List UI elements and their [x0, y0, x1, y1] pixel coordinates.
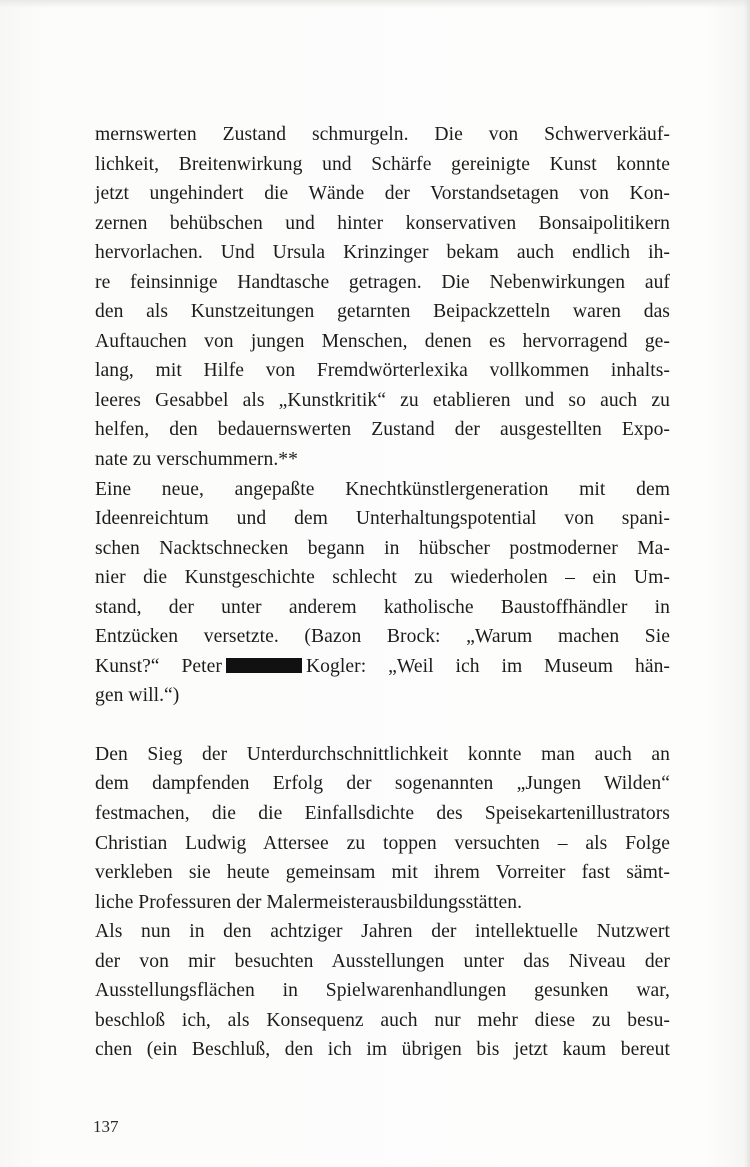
text-line: chen (ein Beschluß, den ich im übrigen bis jetzt kaum bereut [95, 1039, 670, 1061]
text-line: Auftauchen von jungen Menschen, denen es hervorragend ge- [95, 330, 670, 352]
text-line: stand, der unter anderem katholische Baustoffhändler in [95, 596, 670, 618]
text-line: schen Nacktschnecken begann in hübscher postmoderner Ma- [95, 537, 670, 559]
text-line: nate zu verschummern.** [95, 449, 298, 471]
text-line: verkleben sie heute gemeinsam mit ihrem Vorreiter fast sämt- [95, 862, 670, 884]
text-line: zernen behübschen und hinter konservativen Bonsaipolitikern [95, 212, 670, 234]
redaction-line-before: Kunst?“ Peter [95, 655, 222, 677]
page-top-edge [0, 0, 750, 8]
text-line: Christian Ludwig Attersee zu toppen versuchten – als Folge [95, 832, 670, 854]
text-line: Entzücken versetzte. (Bazon Brock: „Warum machen Sie [95, 626, 670, 648]
text-line: Den Sieg der Unterdurchschnittlichkeit konnte man auch an [95, 743, 670, 765]
page-number: 137 [93, 1117, 119, 1136]
text-line: festmachen, die die Einfallsdichte des Speisekartenillustrators [95, 803, 670, 825]
paragraph-3 [95, 740, 670, 917]
text-line: hervorlachen. Und Ursula Krinzinger bekam auch endlich ih- [95, 242, 670, 264]
text-line: der von mir besuchten Ausstellungen unter das Niveau der [95, 950, 670, 972]
paragraph-2 [95, 475, 670, 711]
paragraph-1 [95, 120, 670, 475]
text-line: Ausstellungsflächen in Spielwarenhandlungen gesunken war, [95, 980, 670, 1002]
paragraph-4 [95, 917, 670, 1065]
redaction-line-after: Kogler: „Weil ich im Museum hän- [305, 655, 670, 677]
text-line: leeres Gesabbel als „Kunstkritik“ zu etablieren und so auch zu [95, 389, 670, 411]
body-text [95, 120, 670, 1065]
text-line: liche Professuren der Malermeisterausbildungsstätten. [95, 891, 523, 913]
text-line: den als Kunstzeitungen getarnten Beipackzetteln waren das [95, 301, 670, 323]
text-line: jetzt ungehindert die Wände der Vorstandsetagen von Kon- [95, 183, 670, 205]
page-right-edge [744, 0, 750, 1167]
text-line: beschloß ich, als Konsequenz auch nur mehr diese zu besu- [95, 1009, 670, 1031]
text-line: lang, mit Hilfe von Fremdwörterlexika vollkommen inhalts- [95, 360, 670, 382]
text-line: re feinsinnige Handtasche getragen. Die Nebenwirkungen auf [95, 271, 670, 293]
text-line-with-redaction [95, 652, 670, 682]
text-line: Als nun in den achtziger Jahren der intellektuelle Nutzwert [95, 921, 670, 943]
text-line: nier die Kunstgeschichte schlecht zu wiederholen – ein Um- [95, 567, 670, 589]
text-line: gen will.“) [95, 685, 180, 707]
text-line: helfen, den bedauernswerten Zustand der ausgestellten Expo- [95, 419, 670, 441]
redaction-bar [226, 658, 302, 673]
text-line: lichkeit, Breitenwirkung und Schärfe gereinigte Kunst konnte [95, 153, 670, 175]
text-line: dem dampfenden Erfolg der sogenannten „Jungen Wilden“ [95, 773, 670, 795]
text-line: Eine neue, angepaßte Knechtkünstlergeneration mit dem [95, 478, 670, 500]
text-line: Ideenreichtum und dem Unterhaltungspotential von spani- [95, 508, 670, 530]
text-line: mernswerten Zustand schmurgeln. Die von Schwerverkäuf- [95, 124, 670, 145]
